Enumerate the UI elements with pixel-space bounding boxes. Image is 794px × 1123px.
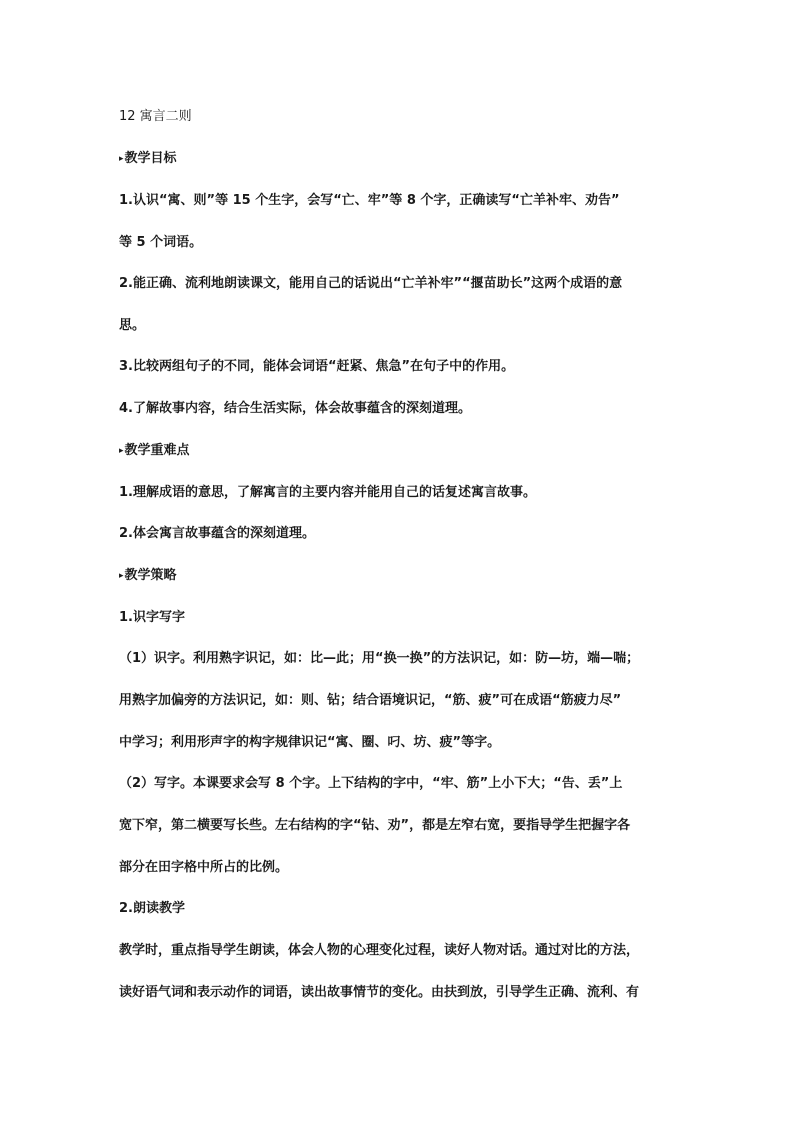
strategy-1-1-line-3: 中学习；利用形声字的构字规律识记“寓、圈、叼、坊、疲”等字。 bbox=[119, 735, 501, 750]
section-heading-goals bbox=[119, 151, 177, 167]
lesson-title: 12 寓言二则 bbox=[119, 109, 192, 124]
strategy-1-2-line-3: 部分在田字格中所占的比例。 bbox=[119, 860, 289, 875]
section-heading-difficulties bbox=[119, 443, 190, 459]
goal-4: 4.了解故事内容，结合生活实际，体会故事蕴含的深刻道理。 bbox=[119, 401, 471, 416]
section-heading-label: 教学目标 bbox=[124, 151, 177, 166]
goal-3: 3.比较两组句子的不同，能体会词语“赶紧、焦急”在句子中的作用。 bbox=[119, 359, 515, 374]
strategy-2-line-1: 教学时，重点指导学生朗读，体会人物的心理变化过程，读好人物对话。通过对比的方法， bbox=[119, 943, 640, 958]
strategy-1-1-line-2: 用熟字加偏旁的方法识记，如：则、钻；结合语境识记，“筋、疲”可在成语“筋疲力尽” bbox=[119, 693, 622, 708]
bullet-icon: ▸ bbox=[119, 571, 124, 581]
strategy-1-heading: 1.识字写字 bbox=[119, 610, 185, 625]
difficulty-2: 2.体会寓言故事蕴含的深刻道理。 bbox=[119, 526, 315, 541]
strategy-1-2-line-2: 宽下窄，第二横要写长些。左右结构的字“钻、劝”，都是左窄右宽，要指导学生把握字各 bbox=[119, 818, 631, 833]
goal-2-line-2: 思。 bbox=[119, 318, 146, 333]
goal-1-line-2: 等 5 个词语。 bbox=[119, 235, 203, 250]
goal-2-line-1: 2.能正确、流利地朗读课文，能用自己的话说出“亡羊补牢”“揠苗助长”这两个成语的意 bbox=[119, 276, 623, 291]
section-heading-strategy bbox=[119, 568, 177, 584]
bullet-icon: ▸ bbox=[119, 446, 124, 456]
strategy-2-heading: 2.朗读教学 bbox=[119, 901, 185, 916]
difficulty-1: 1.理解成语的意思，了解寓言的主要内容并能用自己的话复述寓言故事。 bbox=[119, 485, 536, 500]
strategy-1-2-line-1: （2）写字。本课要求会写 8 个字。上下结构的字中，“牢、筋”上小下大；“告、丢”上 bbox=[119, 776, 623, 791]
section-heading-label: 教学重难点 bbox=[124, 443, 190, 458]
strategy-2-line-2: 读好语气词和表示动作的词语，读出故事情节的变化。由扶到放，引导学生正确、流利、有 bbox=[119, 985, 640, 1000]
section-heading-label: 教学策略 bbox=[124, 568, 177, 583]
goal-1-line-1: 1.认识“寓、则”等 15 个生字，会写“亡、牢”等 8 个字，正确读写“亡羊补牢、劝告” bbox=[119, 193, 620, 208]
bullet-icon: ▸ bbox=[119, 154, 124, 164]
strategy-1-1-line-1: （1）识字。利用熟字识记，如：比—此；用“换一换”的方法识记，如：防—坊，端—喘； bbox=[119, 651, 640, 666]
